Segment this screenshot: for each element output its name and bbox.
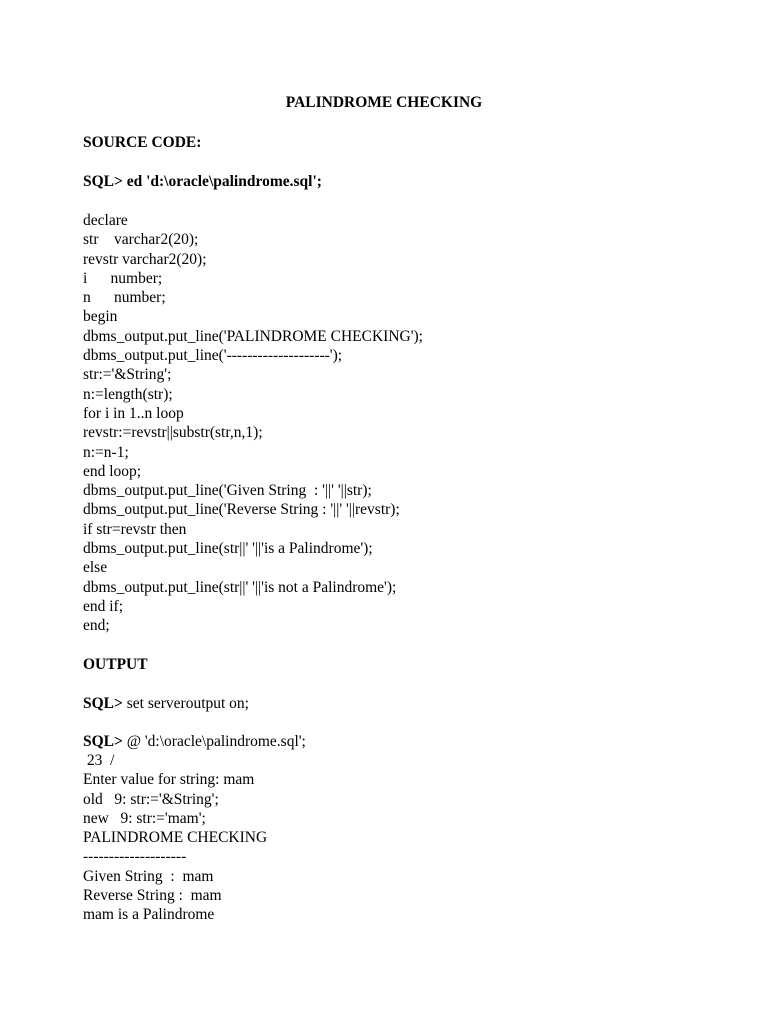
output-line: 23 / (83, 752, 115, 769)
code-line: dbms_output.put_line(str||' '||'is a Palindrome'); (83, 540, 373, 558)
code-line: dbms_output.put_line(str||' '||'is not a Palindrome'); (83, 578, 397, 596)
sql-prompt: SQL> (83, 695, 123, 712)
output-line: Reverse String : mam (83, 887, 222, 905)
code-line: dbms_output.put_line('PALINDROME CHECKING'); (83, 327, 423, 345)
edit-command: SQL> ed 'd:\oracle\palindrome.sql'; (83, 173, 322, 190)
source-code-block (83, 211, 423, 636)
code-line: for i in 1..n loop (83, 404, 184, 422)
source-heading: SOURCE CODE: (83, 134, 202, 151)
output-line: -------------------- (83, 848, 187, 866)
page-title (0, 93, 768, 113)
code-line: str:='&String'; (83, 366, 172, 384)
run-line (83, 732, 306, 751)
code-line: if str=revstr then (83, 520, 187, 538)
code-line: n number; (83, 289, 166, 307)
title-text: PALINDROME CHECKING (285, 94, 483, 111)
code-line: n:=n-1; (83, 443, 129, 461)
serveroutput-line (83, 694, 249, 713)
code-line: begin (83, 308, 118, 326)
output-line: mam is a Palindrome (83, 906, 215, 924)
code-line: i number; (83, 269, 163, 287)
code-line: end loop; (83, 462, 142, 480)
sql-prompt: SQL> (83, 733, 123, 750)
code-line: revstr:=revstr||substr(str,n,1); (83, 424, 263, 442)
code-line: str varchar2(20); (83, 231, 199, 249)
code-line: dbms_output.put_line('Given String : '||' '||str); (83, 482, 372, 500)
code-line: declare (83, 212, 128, 229)
output-heading: OUTPUT (83, 656, 148, 673)
output-line: PALINDROME CHECKING (83, 829, 268, 847)
serveroutput-command: set serveroutput on; (122, 695, 249, 712)
code-line: else (83, 559, 108, 577)
code-line: revstr varchar2(20); (83, 250, 207, 268)
code-line: end; (83, 617, 110, 635)
output-line: new 9: str:='mam'; (83, 809, 206, 827)
output-line: old 9: str:='&String'; (83, 790, 219, 808)
output-line: Given String : mam (83, 867, 214, 885)
output-line: Enter value for string: mam (83, 771, 255, 789)
code-line: n:=length(str); (83, 385, 173, 403)
code-line: end if; (83, 597, 124, 615)
code-line: dbms_output.put_line('Reverse String : '||' '||revstr); (83, 501, 400, 519)
run-command: @ 'd:\oracle\palindrome.sql'; (122, 733, 306, 750)
code-line: dbms_output.put_line('--------------------'); (83, 347, 343, 365)
output-block (83, 751, 267, 925)
